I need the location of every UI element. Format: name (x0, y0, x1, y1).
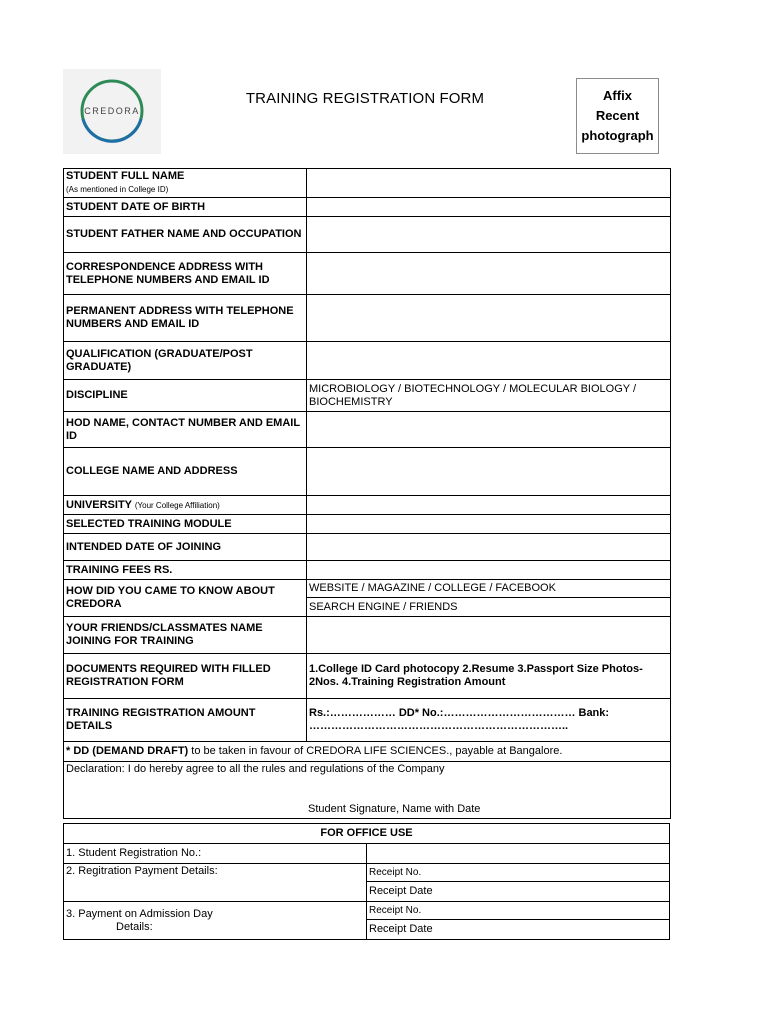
logo-ring-icon (63, 69, 161, 154)
input-friends[interactable] (307, 617, 671, 654)
declaration-text: Declaration: I do hereby agree to all the rules and regulations of the Company (66, 763, 445, 775)
row-declaration (64, 762, 671, 819)
row-correspondence (64, 253, 671, 295)
input-university[interactable] (307, 496, 671, 515)
row-qualification (64, 342, 671, 380)
university-note: (Your College Affiliation) (134, 500, 220, 510)
label-module: SELECTED TRAINING MODULE (64, 515, 307, 534)
full-name-note: (As mentioned in College ID) (66, 185, 169, 194)
row-permanent (64, 295, 671, 342)
photo-line-1: Affix (603, 88, 632, 103)
label-correspondence: CORRESPONDENCE ADDRESS WITH TELEPHONE NUMBERS AND EMAIL ID (64, 253, 307, 295)
row-discipline (64, 380, 671, 412)
label-how-know: HOW DID YOU CAME TO KNOW ABOUT CREDORA (64, 580, 307, 617)
label-friends: YOUR FRIENDS/CLASSMATES NAME JOINING FOR TRAINING (64, 617, 307, 654)
input-college[interactable] (307, 448, 671, 496)
signature-label: Student Signature, Name with Date (308, 803, 481, 815)
discipline-options[interactable]: MICROBIOLOGY / BIOTECHNOLOGY / MOLECULAR BIOLOGY / BIOCHEMISTRY (307, 380, 671, 412)
input-reg-no[interactable] (367, 844, 670, 864)
label-documents: DOCUMENTS REQUIRED WITH FILLED REGISTRATION FORM (64, 654, 307, 699)
input-module[interactable] (307, 515, 671, 534)
credora-logo (63, 69, 161, 154)
label-permanent: PERMANENT ADDRESS WITH TELEPHONE NUMBERS AND EMAIL ID (64, 295, 307, 342)
row-friends (64, 617, 671, 654)
row-admission (64, 902, 670, 920)
row-payment (64, 864, 670, 882)
office-use-table (63, 823, 670, 940)
label-full-name: STUDENT FULL NAME (As mentioned in College ID) (64, 169, 307, 198)
row-hod (64, 412, 671, 448)
input-joining[interactable] (307, 534, 671, 561)
payment-receipt-no[interactable]: Receipt No. (367, 864, 670, 882)
label-payment: 2. Regitration Payment Details: (64, 864, 367, 902)
input-dob[interactable] (307, 198, 671, 217)
photo-line-2: Recent (595, 108, 640, 123)
how-know-option-1[interactable]: WEBSITE / MAGAZINE / COLLEGE / FACEBOOK (307, 580, 671, 598)
logo-text: CREDORA (84, 106, 140, 116)
row-college (64, 448, 671, 496)
label-amount: TRAINING REGISTRATION AMOUNT DETAILS (64, 699, 307, 742)
documents-list: 1.College ID Card photocopy 2.Resume 3.Passport Size Photos- 2Nos. 4.Training Registration Amount (307, 654, 671, 699)
amount-line-1: Rs.:……………… DD* No.:……………………………… Bank: (309, 707, 610, 719)
label-hod: HOD NAME, CONTACT NUMBER AND EMAIL ID (64, 412, 307, 448)
row-dd-note (64, 742, 671, 762)
row-reg-no (64, 844, 670, 864)
row-father (64, 217, 671, 253)
dd-note-text: to be taken in favour of CREDORA LIFE SCIENCES., payable at Bangalore. (188, 745, 563, 757)
dd-note-bold: * DD (DEMAND DRAFT) (66, 745, 189, 757)
photo-placeholder[interactable] (576, 78, 659, 154)
input-correspondence[interactable] (307, 253, 671, 295)
form-title: TRAINING REGISTRATION FORM (245, 90, 485, 107)
dd-note (64, 742, 671, 762)
row-module (64, 515, 671, 534)
input-permanent[interactable] (307, 295, 671, 342)
office-heading: FOR OFFICE USE (64, 824, 670, 844)
label-university: UNIVERSITY (Your College Affiliation) (64, 496, 307, 515)
how-know-option-2[interactable]: SEARCH ENGINE / FRIENDS (307, 598, 671, 617)
label-father: STUDENT FATHER NAME AND OCCUPATION (64, 217, 307, 253)
row-full-name (64, 169, 671, 198)
admission-line-1: 3. Payment on Admission Day (66, 907, 213, 920)
input-father[interactable] (307, 217, 671, 253)
row-documents (64, 654, 671, 699)
row-fees (64, 561, 671, 580)
registration-table (63, 168, 671, 819)
row-dob (64, 198, 671, 217)
label-college: COLLEGE NAME AND ADDRESS (64, 448, 307, 496)
input-qualification[interactable] (307, 342, 671, 380)
row-university (64, 496, 671, 515)
label-fees: TRAINING FEES RS. (64, 561, 307, 580)
label-dob: STUDENT DATE OF BIRTH (64, 198, 307, 217)
input-full-name[interactable] (307, 169, 671, 198)
photo-line-3: photograph (581, 128, 654, 143)
declaration-cell[interactable] (64, 762, 671, 819)
label-admission (64, 902, 367, 940)
admission-receipt-date[interactable]: Receipt Date (367, 920, 670, 940)
label-discipline: DISCIPLINE (64, 380, 307, 412)
row-office-heading (64, 824, 670, 844)
payment-receipt-date[interactable]: Receipt Date (367, 882, 670, 902)
amount-fields[interactable] (307, 699, 671, 742)
label-reg-no: 1. Student Registration No.: (64, 844, 367, 864)
row-how-know (64, 580, 671, 598)
label-qualification: QUALIFICATION (GRADUATE/POST GRADUATE) (64, 342, 307, 380)
label-joining: INTENDED DATE OF JOINING (64, 534, 307, 561)
admission-line-2: Details: (116, 920, 153, 933)
admission-receipt-no[interactable]: Receipt No. (367, 902, 670, 920)
input-hod[interactable] (307, 412, 671, 448)
row-amount (64, 699, 671, 742)
amount-line-2: …………………………………………………………….. (309, 720, 569, 732)
input-fees[interactable] (307, 561, 671, 580)
row-joining (64, 534, 671, 561)
